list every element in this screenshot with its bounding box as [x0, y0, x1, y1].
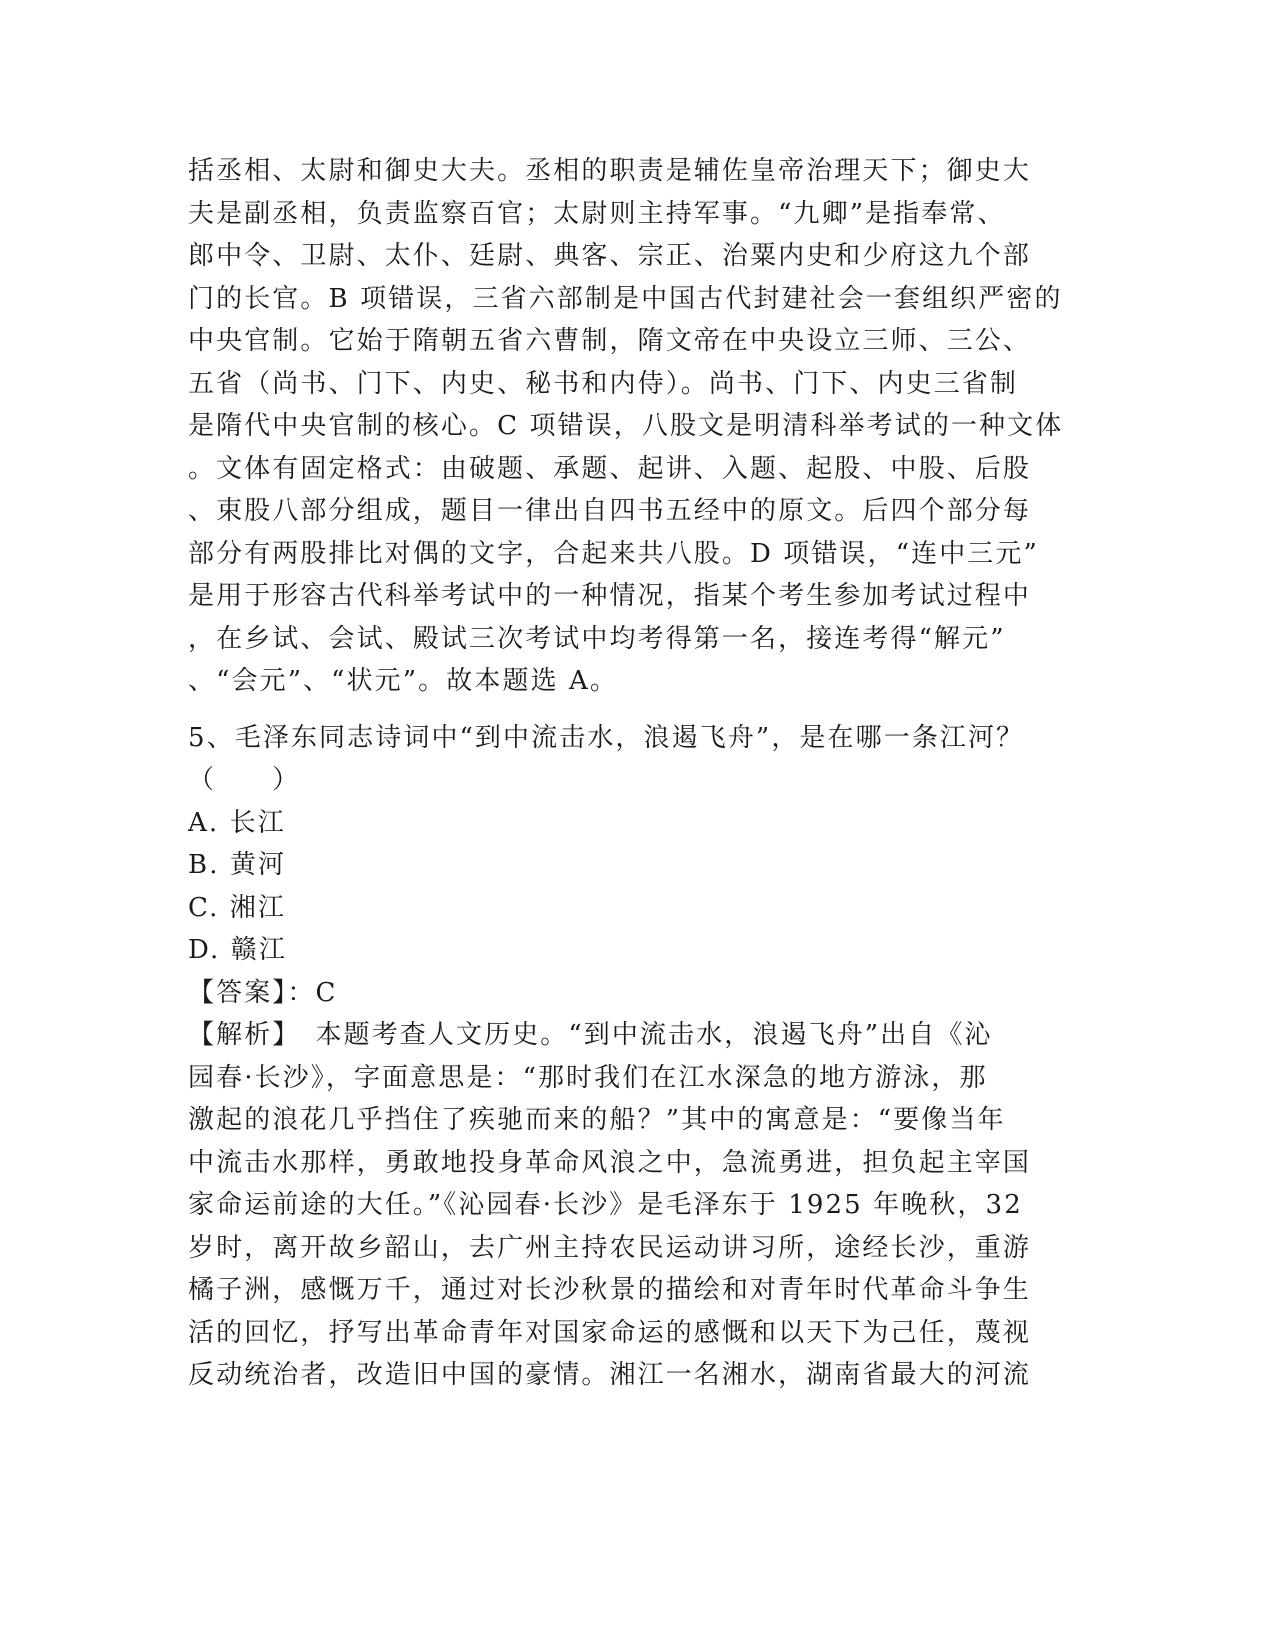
question-blank: （ ）: [188, 765, 301, 795]
analysis-line: 家命运前途的大任。”《沁园春·长沙》是毛泽东于 1925 年晚秋，32: [188, 1190, 1023, 1220]
option-b: B. 黄河: [188, 850, 287, 880]
text-line: ，在乡试、会试、殿试三次考试中均考得第一名，接连考得“解元”: [188, 623, 1006, 654]
option-a: A. 长江: [188, 807, 286, 838]
analysis-line: 反动统治者，改造旧中国的豪情。湘江一名湘水，湖南省最大的河流: [188, 1360, 1032, 1390]
text-line: 五省（尚书、门下、内史、秘书和内侍）。尚书、门下、内史三省制: [188, 368, 1019, 399]
question-5: [188, 717, 1088, 1397]
text-line: 。文体有固定格式：由破题、承题、起讲、入题、起股、中股、后股: [188, 453, 1032, 484]
text-line: 、束股八部分组成，题目一律出自四书五经中的原文。后四个部分每: [188, 496, 1032, 526]
text-line: 郎中令、卫尉、太仆、廷尉、典客、宗正、治粟内史和少府这九个部: [188, 241, 1032, 271]
text-line: 是用于形容古代科举考试中的一种情况，指某个考生参加考试过程中: [188, 581, 1032, 611]
analysis-line: 活的回忆，抒写出革命青年对国家命运的感慨和以天下为己任，蔑视: [188, 1317, 1032, 1348]
text-line: 是隋代中央官制的核心。C 项错误，八股文是明清科举考试的一种文体: [188, 411, 1064, 441]
option-c: C. 湘江: [188, 892, 286, 923]
question-stem: 5、毛泽东同志诗词中“到中流击水，浪遏飞舟”，是在哪一条江河？: [188, 722, 1025, 753]
document-page: [188, 150, 1088, 1397]
text-line: 部分有两股排比对偶的文字，合起来共八股。D 项错误，“连中三元”: [188, 538, 1039, 569]
text-line: 括丞相、太尉和御史大夫。丞相的职责是辅佐皇帝治理天下；御史大: [188, 156, 1032, 186]
text-line: 、“会元”、“状元”。故本题选 A。: [188, 666, 619, 696]
analysis-line: 中流击水那样，勇敢地投身革命风浪之中，急流勇进，担负起主宰国: [188, 1147, 1032, 1178]
text-line: 中央官制。它始于隋朝五省六曹制，隋文帝在中央设立三师、三公、: [188, 326, 1032, 356]
previous-explanation: [188, 150, 1088, 703]
text-line: 夫是副丞相，负责监察百官；太尉则主持军事。“九卿”是指奉常、: [188, 198, 1006, 229]
analysis-line: 【解析】 本题考查人文历史。“到中流击水，浪遏飞舟”出自《沁: [188, 1020, 993, 1050]
analysis-line: 园春·长沙》，字面意思是：“那时我们在江水深急的地方游泳，那: [188, 1062, 988, 1093]
analysis-line: 激起的浪花几乎挡住了疾驰而来的船？”其中的寓意是：“要像当年: [188, 1105, 1006, 1135]
option-d: D. 赣江: [188, 935, 287, 965]
analysis-line: 岁时，离开故乡韶山，去广州主持农民运动讲习所，途经长沙，重游: [188, 1232, 1032, 1263]
text-line: 门的长官。B 项错误，三省六部制是中国古代封建社会一套组织严密的: [188, 283, 1063, 314]
answer-line: 【答案】：C: [188, 977, 338, 1008]
section-gap: [188, 703, 1088, 717]
analysis-line: 橘子洲，感慨万千，通过对长沙秋景的描绘和对青年时代革命斗争生: [188, 1275, 1032, 1305]
